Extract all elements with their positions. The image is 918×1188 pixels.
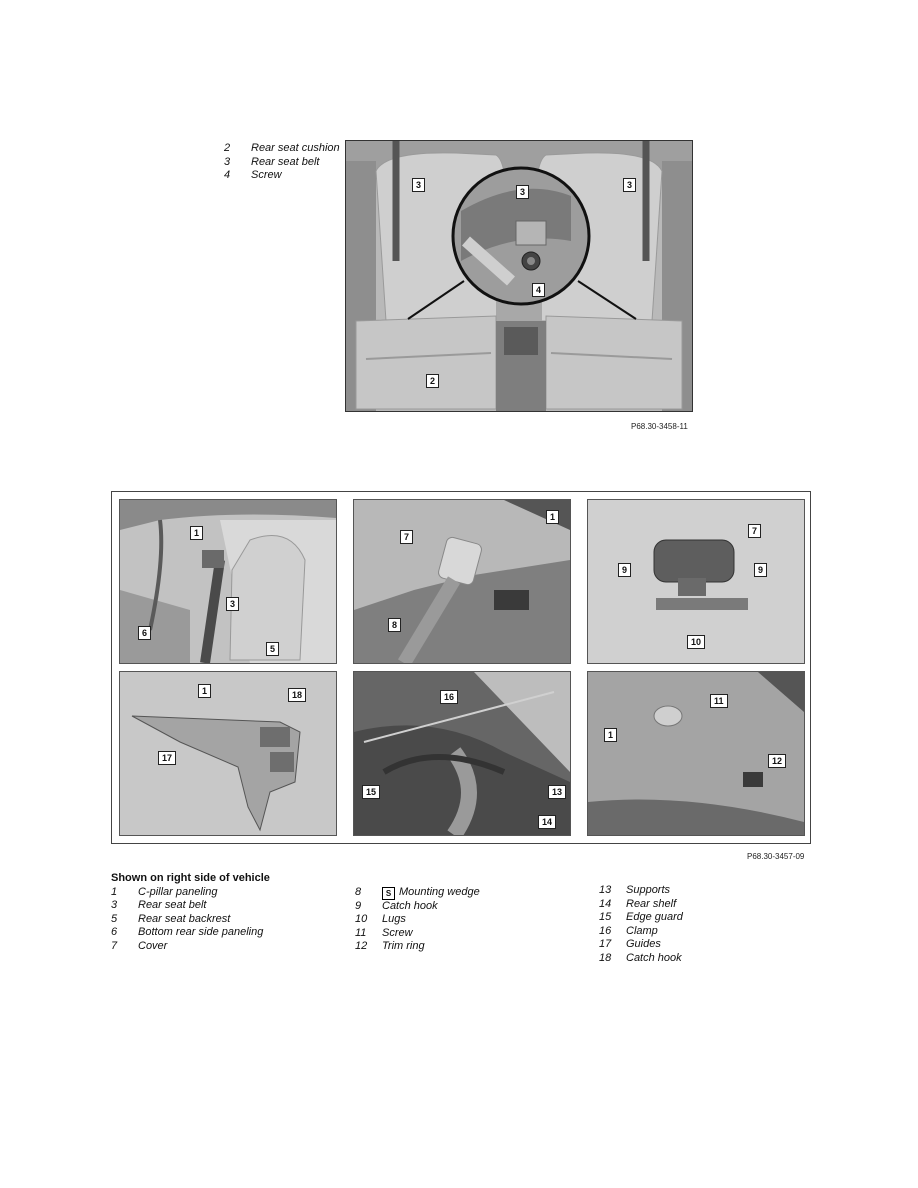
callout-3-right: 3 bbox=[623, 178, 636, 192]
legend-item bbox=[355, 886, 480, 900]
legend-item bbox=[111, 913, 270, 927]
legend-title: Shown on right side of vehicle bbox=[111, 872, 270, 884]
legend-number: 16 bbox=[599, 924, 612, 937]
legend-item bbox=[599, 925, 683, 939]
callout-3-center: 3 bbox=[516, 185, 529, 199]
legend-label: Mounting wedge bbox=[399, 886, 480, 898]
panel-rear-shelf bbox=[353, 671, 571, 836]
legend-number: 8 bbox=[355, 886, 362, 898]
callout-3: 3 bbox=[226, 597, 239, 611]
legend-label: Lugs bbox=[382, 913, 406, 925]
panel-rear-shelf-illustration bbox=[354, 672, 570, 835]
legend-number: 4 bbox=[224, 169, 231, 181]
callout-18: 18 bbox=[288, 688, 306, 702]
legend-label: Supports bbox=[626, 884, 671, 896]
legend-label: Rear shelf bbox=[626, 897, 677, 910]
legend-item bbox=[111, 899, 270, 913]
legend-item bbox=[599, 952, 683, 966]
panel-c-pillar-paneling bbox=[119, 671, 337, 836]
panel-seat-belt-illustration bbox=[120, 500, 336, 663]
legend-label: Cover bbox=[138, 939, 168, 952]
legend-item bbox=[355, 927, 480, 941]
callout-9-left: 9 bbox=[618, 563, 631, 577]
legend-number: 1 bbox=[111, 885, 118, 898]
callout-16: 16 bbox=[440, 690, 458, 704]
legend-number: 13 bbox=[599, 884, 612, 896]
legend-label: Screw bbox=[251, 169, 282, 181]
callout-14: 14 bbox=[538, 815, 556, 829]
legend-item bbox=[355, 913, 480, 927]
panel-seat-belt bbox=[119, 499, 337, 664]
legend-label: Rear seat cushion bbox=[251, 142, 340, 154]
legend-column-2 bbox=[355, 886, 480, 954]
legend-number: 15 bbox=[599, 911, 612, 923]
figure1-legend bbox=[224, 142, 340, 183]
callout-1: 1 bbox=[604, 728, 617, 742]
callout-10: 10 bbox=[687, 635, 705, 649]
legend-label: Edge guard bbox=[626, 911, 683, 923]
legend-number: 12 bbox=[355, 940, 368, 952]
callout-1: 1 bbox=[546, 510, 559, 524]
legend-label: Rear seat belt bbox=[251, 155, 320, 168]
legend-item bbox=[599, 898, 683, 912]
callout-15: 15 bbox=[362, 785, 380, 799]
legend-label: Catch hook bbox=[626, 951, 682, 964]
legend-label: Clamp bbox=[626, 924, 658, 937]
callout-11: 11 bbox=[710, 694, 728, 708]
legend-label: Screw bbox=[382, 926, 413, 939]
panel-mounting-wedge-illustration bbox=[354, 500, 570, 663]
special-tool-icon: S bbox=[382, 887, 395, 900]
legend-label: C-pillar paneling bbox=[138, 885, 218, 898]
legend-item bbox=[224, 156, 340, 170]
callout-2: 2 bbox=[426, 374, 439, 388]
rear-seat-figure bbox=[345, 140, 693, 412]
callout-9-right: 9 bbox=[754, 563, 767, 577]
legend-column-3 bbox=[599, 884, 683, 965]
legend-number: 14 bbox=[599, 897, 612, 910]
callout-7: 7 bbox=[400, 530, 413, 544]
legend-item bbox=[599, 911, 683, 925]
legend-number: 10 bbox=[355, 913, 368, 925]
legend-column-1 bbox=[111, 872, 270, 953]
legend-item bbox=[111, 926, 270, 940]
figure2-caption: P68.30-3457-09 bbox=[747, 852, 805, 861]
legend-item bbox=[599, 938, 683, 952]
callout-1: 1 bbox=[198, 684, 211, 698]
rear-seat-illustration bbox=[346, 141, 692, 411]
legend-number: 9 bbox=[355, 899, 362, 912]
legend-number: 6 bbox=[111, 926, 118, 938]
legend-number: 3 bbox=[111, 899, 118, 911]
legend-number: 11 bbox=[355, 926, 367, 939]
legend-label: Catch hook bbox=[382, 899, 438, 912]
callout-7: 7 bbox=[748, 524, 761, 538]
legend-item bbox=[224, 169, 340, 183]
legend-item bbox=[111, 886, 270, 900]
callout-12: 12 bbox=[768, 754, 786, 768]
callout-5: 5 bbox=[266, 642, 279, 656]
callout-3-left: 3 bbox=[412, 178, 425, 192]
panel-cover bbox=[587, 499, 805, 664]
legend-label: Guides bbox=[626, 938, 661, 950]
legend-label: Rear seat belt bbox=[138, 899, 207, 911]
panel-trim-ring bbox=[587, 671, 805, 836]
callout-6: 6 bbox=[138, 626, 151, 640]
legend-number: 2 bbox=[224, 142, 231, 154]
legend-label: Trim ring bbox=[382, 940, 425, 952]
legend-number: 17 bbox=[599, 938, 612, 950]
c-pillar-figure bbox=[111, 491, 811, 844]
callout-13: 13 bbox=[548, 785, 566, 799]
legend-item bbox=[111, 940, 270, 954]
legend-number: 18 bbox=[599, 951, 612, 964]
legend-number: 3 bbox=[224, 155, 231, 168]
callout-8: 8 bbox=[388, 618, 401, 632]
legend-label: Rear seat backrest bbox=[138, 912, 231, 925]
legend-item bbox=[355, 940, 480, 954]
callout-1: 1 bbox=[190, 526, 203, 540]
callout-17: 17 bbox=[158, 751, 176, 765]
legend-label: Bottom rear side paneling bbox=[138, 926, 264, 938]
figure1-caption: P68.30-3458-11 bbox=[631, 422, 688, 431]
legend-number: 5 bbox=[111, 912, 118, 925]
legend-item bbox=[355, 900, 480, 914]
legend-item bbox=[599, 884, 683, 898]
callout-4: 4 bbox=[532, 283, 545, 297]
legend-number: 7 bbox=[111, 939, 118, 952]
legend-item bbox=[224, 142, 340, 156]
panel-mounting-wedge bbox=[353, 499, 571, 664]
